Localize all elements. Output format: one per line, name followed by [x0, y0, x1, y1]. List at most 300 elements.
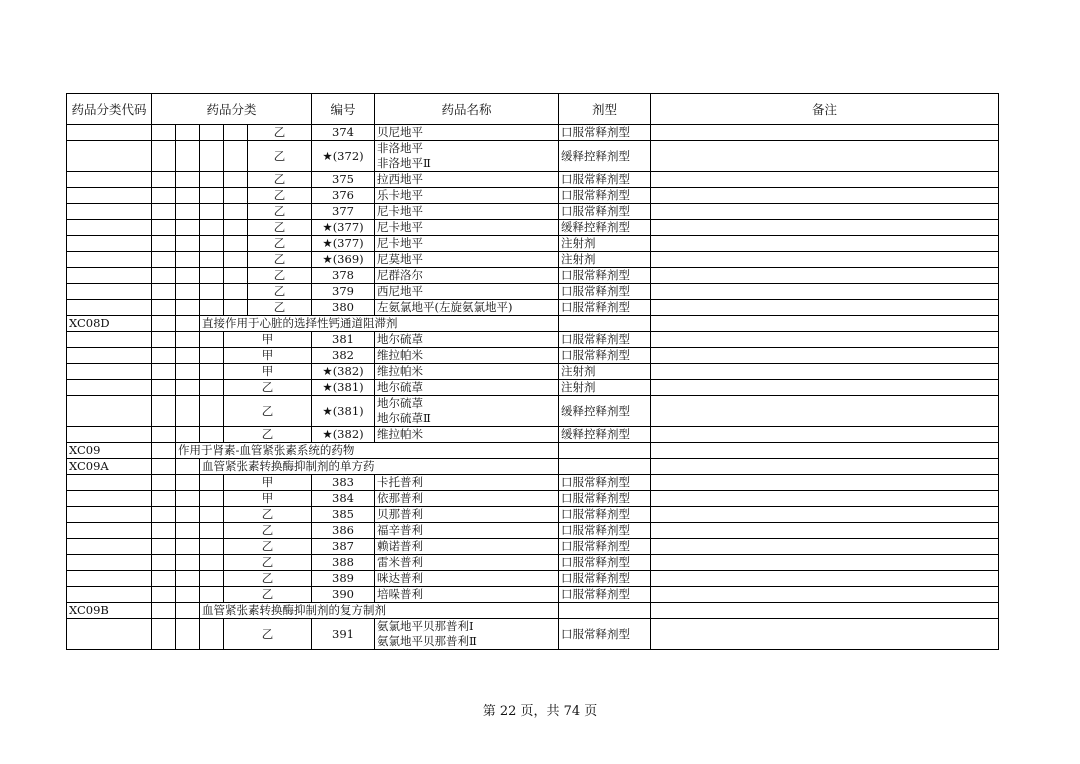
drug-row	[67, 396, 999, 427]
code-cell	[67, 491, 152, 507]
category-indent-cell	[176, 571, 200, 587]
drug-name: 依那普利	[377, 491, 424, 505]
category-indent-cell	[152, 475, 176, 491]
category-indent-cell	[152, 188, 176, 204]
dosage-form-cell: 口服常释剂型	[559, 125, 651, 141]
code-cell	[67, 507, 152, 523]
dosage-form-cell: 口服常释剂型	[559, 491, 651, 507]
category-indent-cell	[176, 348, 200, 364]
category-indent-cell	[152, 539, 176, 555]
category-indent-cell	[200, 284, 224, 300]
drug-name-cell	[375, 252, 559, 268]
remark-cell	[651, 555, 999, 571]
grade-cell: 乙	[248, 125, 312, 141]
category-indent-cell	[176, 300, 200, 316]
category-indent-cell	[176, 172, 200, 188]
remark-cell	[651, 507, 999, 523]
drug-row	[67, 252, 999, 268]
drug-name-cell	[375, 523, 559, 539]
number-cell: ★(372)	[312, 141, 375, 172]
grade-cell: 乙	[224, 523, 312, 539]
drug-name-cell	[375, 348, 559, 364]
remark-cell	[651, 380, 999, 396]
dosage-form-cell: 口服常释剂型	[559, 571, 651, 587]
drug-name: 非洛地平Ⅱ	[377, 156, 431, 170]
dosage-form-cell: 口服常释剂型	[559, 555, 651, 571]
category-indent-cell	[224, 236, 248, 252]
drug-row	[67, 475, 999, 491]
category-label: 直接作用于心脏的选择性钙通道阻滞剂	[200, 316, 559, 332]
category-indent-cell	[152, 252, 176, 268]
number-cell: ★(381)	[312, 396, 375, 427]
remark-cell	[651, 188, 999, 204]
header-number: 编号	[312, 94, 375, 125]
drug-row	[67, 364, 999, 380]
category-indent-cell	[200, 364, 224, 380]
grade-cell: 乙	[224, 587, 312, 603]
drug-name: 地尔硫䓬	[377, 380, 424, 394]
drug-row	[67, 619, 999, 650]
code-cell	[67, 571, 152, 587]
number-cell: 380	[312, 300, 375, 316]
code-cell	[67, 188, 152, 204]
remark-cell	[651, 252, 999, 268]
remark-cell	[651, 619, 999, 650]
number-cell: ★(381)	[312, 380, 375, 396]
code-cell	[67, 348, 152, 364]
drug-name-cell	[375, 204, 559, 220]
category-indent-cell	[152, 523, 176, 539]
dosage-form-cell: 缓释控释剂型	[559, 141, 651, 172]
category-indent-cell	[176, 284, 200, 300]
grade-cell: 乙	[248, 220, 312, 236]
header-form: 剂型	[559, 94, 651, 125]
code-cell	[67, 268, 152, 284]
category-indent-cell	[176, 603, 200, 619]
category-indent-cell	[176, 188, 200, 204]
dosage-form-cell: 口服常释剂型	[559, 348, 651, 364]
dosage-form-cell: 注射剂	[559, 364, 651, 380]
grade-cell: 乙	[224, 427, 312, 443]
number-cell: ★(377)	[312, 220, 375, 236]
remark-cell	[651, 348, 999, 364]
number-cell: 376	[312, 188, 375, 204]
dosage-form-cell: 口服常释剂型	[559, 300, 651, 316]
category-indent-cell	[152, 268, 176, 284]
code-cell	[67, 587, 152, 603]
drug-name-cell	[375, 380, 559, 396]
remark-cell	[651, 523, 999, 539]
number-cell: 390	[312, 587, 375, 603]
drug-row	[67, 380, 999, 396]
category-indent-cell	[152, 300, 176, 316]
dosage-form-cell: 注射剂	[559, 236, 651, 252]
grade-cell: 乙	[248, 236, 312, 252]
drug-name: 拉西地平	[377, 172, 424, 186]
category-indent-cell	[200, 188, 224, 204]
category-indent-cell	[176, 475, 200, 491]
remark-cell	[651, 491, 999, 507]
drug-row	[67, 507, 999, 523]
grade-cell: 乙	[224, 396, 312, 427]
code-cell	[67, 220, 152, 236]
drug-name: 乐卡地平	[377, 188, 424, 202]
category-indent-cell	[200, 236, 224, 252]
category-indent-cell	[152, 284, 176, 300]
code-cell	[67, 380, 152, 396]
dosage-form-cell: 口服常释剂型	[559, 332, 651, 348]
table-header-row	[67, 94, 999, 125]
category-indent-cell	[200, 172, 224, 188]
category-row	[67, 459, 999, 475]
drug-row	[67, 188, 999, 204]
category-indent-cell	[176, 236, 200, 252]
code-cell	[67, 141, 152, 172]
remark-cell	[651, 587, 999, 603]
category-indent-cell	[224, 204, 248, 220]
category-label: 作用于肾素-血管紧张素系统的药物	[176, 443, 559, 459]
remark-cell	[651, 268, 999, 284]
drug-catalog-table	[66, 93, 999, 650]
drug-name-cell	[375, 539, 559, 555]
number-cell: 375	[312, 172, 375, 188]
category-row	[67, 603, 999, 619]
category-indent-cell	[176, 220, 200, 236]
header-category: 药品分类	[152, 94, 312, 125]
category-indent-cell	[224, 188, 248, 204]
drug-row	[67, 141, 999, 172]
code-cell	[67, 396, 152, 427]
code-cell	[67, 619, 152, 650]
category-indent-cell	[176, 587, 200, 603]
category-indent-cell	[152, 204, 176, 220]
remark-cell	[651, 571, 999, 587]
category-indent-cell	[152, 443, 176, 459]
category-label: 血管紧张素转换酶抑制剂的复方制剂	[200, 603, 559, 619]
drug-name: 贝尼地平	[377, 125, 424, 139]
category-indent-cell	[224, 125, 248, 141]
number-cell: 382	[312, 348, 375, 364]
category-indent-cell	[152, 491, 176, 507]
category-indent-cell	[152, 459, 176, 475]
category-indent-cell	[200, 268, 224, 284]
category-indent-cell	[176, 252, 200, 268]
category-indent-cell	[176, 141, 200, 172]
drug-row	[67, 300, 999, 316]
drug-name: 尼卡地平	[377, 236, 424, 250]
grade-cell: 甲	[224, 475, 312, 491]
category-indent-cell	[200, 380, 224, 396]
dosage-form-cell: 口服常释剂型	[559, 284, 651, 300]
category-indent-cell	[152, 172, 176, 188]
remark-cell	[651, 204, 999, 220]
grade-cell: 乙	[248, 172, 312, 188]
code-cell	[67, 300, 152, 316]
drug-row	[67, 348, 999, 364]
drug-name: 维拉帕米	[377, 427, 424, 441]
code-cell	[67, 539, 152, 555]
remark-cell	[651, 236, 999, 252]
form-cell	[559, 603, 651, 619]
dosage-form-cell: 注射剂	[559, 252, 651, 268]
code-cell	[67, 332, 152, 348]
category-indent-cell	[200, 523, 224, 539]
category-indent-cell	[200, 220, 224, 236]
category-indent-cell	[152, 125, 176, 141]
category-indent-cell	[224, 141, 248, 172]
remark-cell	[651, 316, 999, 332]
form-cell	[559, 459, 651, 475]
category-indent-cell	[152, 141, 176, 172]
dosage-form-cell: 口服常释剂型	[559, 619, 651, 650]
code-cell	[67, 125, 152, 141]
number-cell: 384	[312, 491, 375, 507]
category-indent-cell	[152, 555, 176, 571]
drug-row	[67, 427, 999, 443]
number-cell: 381	[312, 332, 375, 348]
drug-name: 氨氯地平贝那普利Ⅱ	[377, 634, 477, 648]
header-remark: 备注	[651, 94, 999, 125]
code-cell	[67, 555, 152, 571]
dosage-form-cell: 口服常释剂型	[559, 475, 651, 491]
drug-name-cell	[375, 268, 559, 284]
remark-cell	[651, 427, 999, 443]
drug-row	[67, 332, 999, 348]
drug-name: 维拉帕米	[377, 348, 424, 362]
code-cell	[67, 172, 152, 188]
grade-cell: 乙	[224, 571, 312, 587]
number-cell: 377	[312, 204, 375, 220]
grade-cell: 乙	[224, 507, 312, 523]
drug-row	[67, 125, 999, 141]
drug-name: 非洛地平	[377, 141, 424, 155]
number-cell: 385	[312, 507, 375, 523]
drug-name: 卡托普利	[377, 475, 424, 489]
code-cell	[67, 284, 152, 300]
grade-cell: 乙	[248, 188, 312, 204]
drug-row	[67, 587, 999, 603]
drug-name: 雷米普利	[377, 555, 424, 569]
drug-name-cell	[375, 125, 559, 141]
number-cell: ★(382)	[312, 427, 375, 443]
category-indent-cell	[176, 555, 200, 571]
category-indent-cell	[176, 427, 200, 443]
category-indent-cell	[176, 268, 200, 284]
category-indent-cell	[152, 427, 176, 443]
dosage-form-cell: 口服常释剂型	[559, 523, 651, 539]
category-indent-cell	[176, 523, 200, 539]
drug-row	[67, 555, 999, 571]
dosage-form-cell: 口服常释剂型	[559, 268, 651, 284]
drug-name: 贝那普利	[377, 507, 424, 521]
category-code: XC09	[67, 443, 152, 459]
drug-name: 氨氯地平贝那普利Ⅰ	[377, 619, 474, 633]
category-indent-cell	[200, 427, 224, 443]
number-cell: 387	[312, 539, 375, 555]
category-indent-cell	[200, 300, 224, 316]
category-indent-cell	[200, 539, 224, 555]
category-indent-cell	[152, 380, 176, 396]
category-indent-cell	[176, 539, 200, 555]
number-cell: ★(382)	[312, 364, 375, 380]
remark-cell	[651, 603, 999, 619]
drug-row	[67, 236, 999, 252]
category-indent-cell	[224, 220, 248, 236]
table-body	[67, 125, 999, 650]
code-cell	[67, 364, 152, 380]
drug-name-cell	[375, 491, 559, 507]
grade-cell: 甲	[224, 364, 312, 380]
category-label: 血管紧张素转换酶抑制剂的单方药	[200, 459, 559, 475]
category-indent-cell	[200, 348, 224, 364]
category-indent-cell	[200, 125, 224, 141]
drug-name: 地尔硫䓬	[377, 332, 424, 346]
drug-name: 尼群洛尔	[377, 268, 424, 282]
category-indent-cell	[224, 284, 248, 300]
number-cell: 379	[312, 284, 375, 300]
category-indent-cell	[152, 396, 176, 427]
drug-name-cell	[375, 475, 559, 491]
number-cell: 391	[312, 619, 375, 650]
drug-name-cell	[375, 236, 559, 252]
drug-row	[67, 268, 999, 284]
grade-cell: 乙	[224, 619, 312, 650]
drug-name-cell	[375, 619, 559, 650]
drug-name: 福辛普利	[377, 523, 424, 537]
category-indent-cell	[176, 204, 200, 220]
number-cell: ★(369)	[312, 252, 375, 268]
number-cell: ★(377)	[312, 236, 375, 252]
remark-cell	[651, 459, 999, 475]
category-indent-cell	[152, 571, 176, 587]
remark-cell	[651, 539, 999, 555]
number-cell: 388	[312, 555, 375, 571]
code-cell	[67, 236, 152, 252]
category-indent-cell	[200, 571, 224, 587]
category-indent-cell	[224, 252, 248, 268]
drug-name: 维拉帕米	[377, 364, 424, 378]
grade-cell: 乙	[224, 555, 312, 571]
category-indent-cell	[224, 268, 248, 284]
dosage-form-cell: 缓释控释剂型	[559, 396, 651, 427]
grade-cell: 乙	[248, 300, 312, 316]
category-indent-cell	[152, 316, 176, 332]
grade-cell: 甲	[224, 491, 312, 507]
remark-cell	[651, 332, 999, 348]
drug-name-cell	[375, 332, 559, 348]
category-indent-cell	[200, 204, 224, 220]
category-indent-cell	[152, 587, 176, 603]
drug-name-cell	[375, 555, 559, 571]
drug-row	[67, 523, 999, 539]
remark-cell	[651, 220, 999, 236]
drug-name-cell	[375, 300, 559, 316]
drug-row	[67, 571, 999, 587]
drug-row	[67, 284, 999, 300]
category-indent-cell	[176, 125, 200, 141]
number-cell: 389	[312, 571, 375, 587]
number-cell: 374	[312, 125, 375, 141]
number-cell: 383	[312, 475, 375, 491]
grade-cell: 乙	[248, 204, 312, 220]
remark-cell	[651, 284, 999, 300]
drug-name: 尼卡地平	[377, 220, 424, 234]
drug-name: 尼卡地平	[377, 204, 424, 218]
category-indent-cell	[200, 587, 224, 603]
drug-name-cell	[375, 220, 559, 236]
drug-name-cell	[375, 284, 559, 300]
grade-cell: 乙	[248, 268, 312, 284]
drug-name: 左氨氯地平(左旋氨氯地平)	[377, 300, 513, 314]
category-indent-cell	[152, 236, 176, 252]
category-indent-cell	[152, 507, 176, 523]
category-row	[67, 316, 999, 332]
dosage-form-cell: 注射剂	[559, 380, 651, 396]
remark-cell	[651, 443, 999, 459]
category-indent-cell	[176, 491, 200, 507]
category-indent-cell	[176, 619, 200, 650]
drug-name-cell	[375, 507, 559, 523]
category-code: XC09A	[67, 459, 152, 475]
category-indent-cell	[200, 252, 224, 268]
drug-row	[67, 220, 999, 236]
drug-name: 西尼地平	[377, 284, 424, 298]
dosage-form-cell: 口服常释剂型	[559, 539, 651, 555]
remark-cell	[651, 396, 999, 427]
remark-cell	[651, 364, 999, 380]
category-code: XC08D	[67, 316, 152, 332]
category-indent-cell	[176, 459, 200, 475]
remark-cell	[651, 141, 999, 172]
category-indent-cell	[152, 332, 176, 348]
category-indent-cell	[176, 364, 200, 380]
grade-cell: 乙	[248, 284, 312, 300]
category-indent-cell	[176, 396, 200, 427]
category-indent-cell	[176, 380, 200, 396]
category-indent-cell	[152, 619, 176, 650]
number-cell: 386	[312, 523, 375, 539]
category-indent-cell	[152, 220, 176, 236]
category-indent-cell	[200, 619, 224, 650]
code-cell	[67, 204, 152, 220]
drug-name-cell	[375, 396, 559, 427]
category-indent-cell	[200, 396, 224, 427]
drug-name-cell	[375, 188, 559, 204]
category-indent-cell	[152, 603, 176, 619]
drug-row	[67, 491, 999, 507]
remark-cell	[651, 172, 999, 188]
code-cell	[67, 523, 152, 539]
category-indent-cell	[200, 475, 224, 491]
dosage-form-cell: 口服常释剂型	[559, 172, 651, 188]
drug-row	[67, 539, 999, 555]
category-indent-cell	[176, 332, 200, 348]
drug-name-cell	[375, 141, 559, 172]
drug-name: 尼莫地平	[377, 252, 424, 266]
code-cell	[67, 427, 152, 443]
dosage-form-cell: 口服常释剂型	[559, 188, 651, 204]
category-indent-cell	[176, 316, 200, 332]
grade-cell: 乙	[224, 380, 312, 396]
form-cell	[559, 316, 651, 332]
category-indent-cell	[200, 555, 224, 571]
header-name: 药品名称	[375, 94, 559, 125]
code-cell	[67, 252, 152, 268]
code-cell	[67, 475, 152, 491]
remark-cell	[651, 300, 999, 316]
category-indent-cell	[152, 364, 176, 380]
drug-name-cell	[375, 364, 559, 380]
